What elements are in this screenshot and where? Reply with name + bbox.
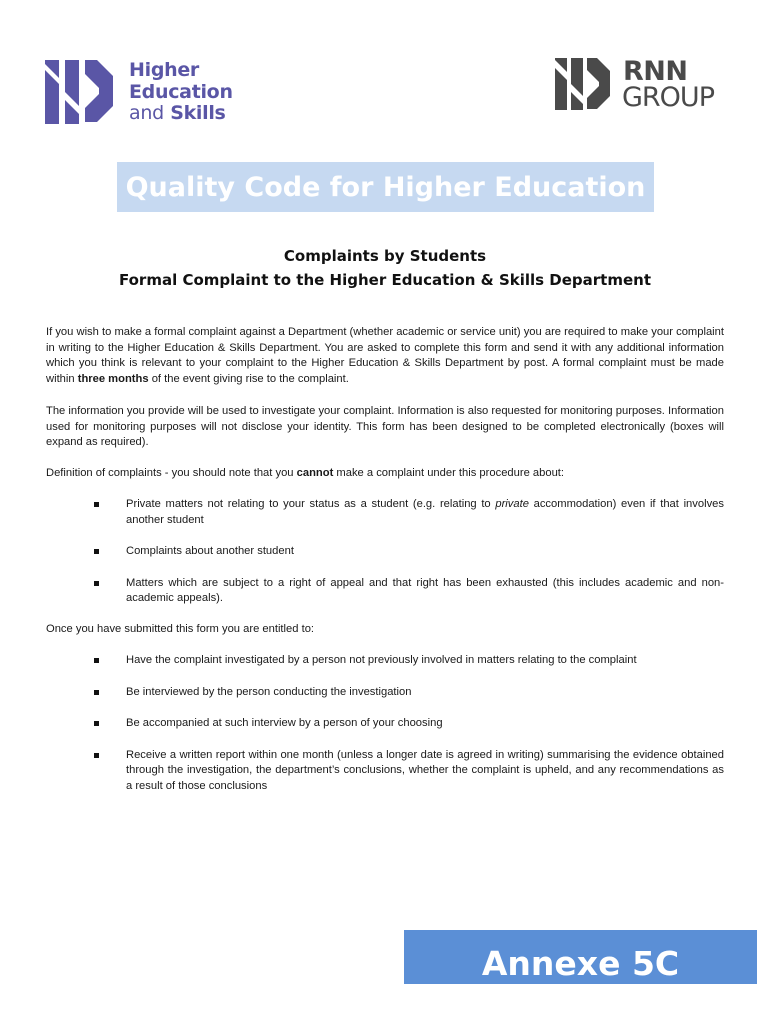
heading-complaints: Complaints by Students [283, 247, 487, 265]
list-item-text: Have the complaint investigated by a person not previously involved in matters relating to the complaint [126, 654, 637, 666]
rnn-group-logo [555, 58, 745, 112]
entitled-intro: Once you have submitted this form you are entitled to: [46, 623, 315, 635]
bullet-icon [94, 549, 99, 554]
bullet-icon [94, 753, 99, 758]
bullet-icon [94, 658, 99, 663]
intro-text-bold: three months [77, 372, 149, 385]
logo-rnn-text: RNN [623, 56, 688, 87]
list-item-text: Complaints about another student [126, 545, 294, 557]
list-item-text: Matters which are subject to a right of appeal and that right has been exhausted (this includes academic and non-academic appeals). [126, 576, 724, 604]
info-paragraph: The information you provide will be used to investigate your complaint. Information is also requested for monitoring purposes. Information used for monitoring purposes will not disclose your identity. This form has been designed to be completed electronically (boxes will expand as required). [46, 405, 724, 448]
bullet-icon [94, 502, 99, 507]
list-item [46, 653, 724, 669]
higher-education-skills-logo [45, 60, 255, 124]
list-item [46, 576, 724, 607]
logo-word-and: and [129, 102, 164, 124]
bullet-icon [94, 721, 99, 726]
list-item-text: Private matters not relating to your status as a student (e.g. relating to [126, 498, 496, 510]
definition-text-a: Definition of complaints - you should note that you [46, 467, 297, 479]
definition-text-bold: cannot [296, 467, 334, 479]
list-item-text: Be accompanied at such interview by a person of your choosing [126, 717, 443, 729]
rnn-logo-mark-icon [555, 58, 611, 110]
annexe-label: Annexe 5C [481, 943, 680, 983]
intro-text-a: If you wish to make a formal complaint against a Department (whether academic or service unit) you are required to make your complaint in writing to the Higher Education & Skills Department. You are asked to complete this form and send it with any additional information which you think is relevant to your complaint to the Higher Education & Skills Department by post. A formal complaint must be made within [46, 326, 724, 385]
logo-group-text: GROUP [622, 82, 714, 113]
annexe-badge [404, 930, 757, 984]
list-item-text: Receive a written report within one month (unless a longer date is agreed in writing) summarising the evidence obtained through the investigation, the department’s conclusions, whether the complaint is upheld, and any recommendations as a result of those conclusions [126, 748, 724, 792]
logo-line-higher: Higher [129, 59, 199, 81]
exclusions-list [46, 497, 724, 623]
list-item [46, 748, 724, 795]
list-item [46, 685, 724, 701]
hes-logo-mark-icon [45, 60, 115, 124]
list-item [46, 544, 724, 560]
heading-formal-complaint: Formal Complaint to the Higher Education & Skills Department [118, 271, 652, 289]
entitlements-list [46, 653, 724, 810]
list-item-text: Be interviewed by the person conducting the investigation [126, 685, 412, 698]
list-item [46, 497, 724, 528]
title-banner [117, 162, 654, 212]
list-item [46, 716, 724, 732]
bullet-icon [94, 581, 99, 586]
list-item-text: accommodation) even if that involves another student [126, 498, 724, 526]
logo-line-education: Education [129, 80, 233, 103]
logo-word-skills: Skills [170, 102, 226, 124]
document-title: Quality Code for Higher Education [125, 171, 646, 203]
intro-text-c: of the event giving rise to the complaint. [148, 372, 349, 385]
definition-paragraph [46, 466, 724, 482]
list-item-italic: private [495, 498, 529, 510]
intro-paragraph [46, 325, 724, 387]
bullet-icon [94, 690, 99, 695]
definition-text-c: make a complaint under this procedure about: [333, 467, 565, 479]
